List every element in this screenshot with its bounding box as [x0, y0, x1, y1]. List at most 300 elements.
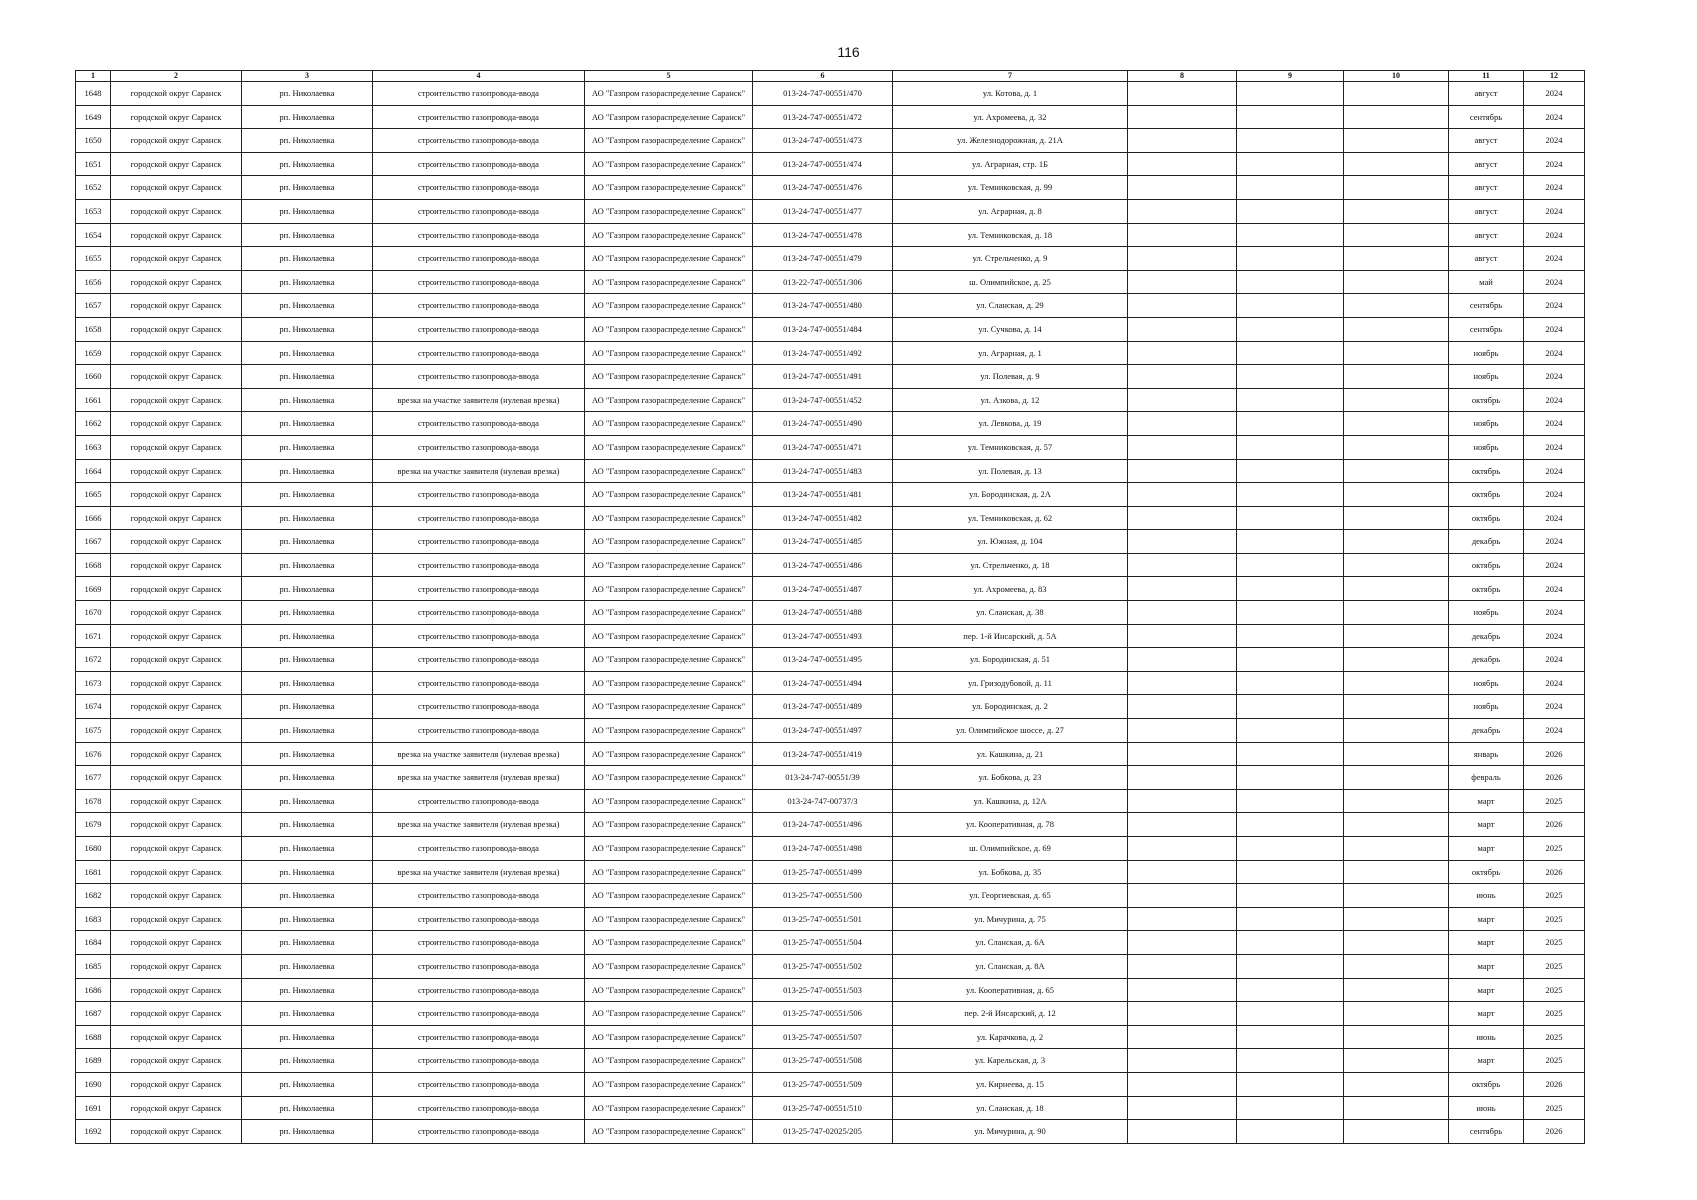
cell-year: 2025 [1524, 1096, 1585, 1120]
cell-district: городской округ Саранск [111, 813, 242, 837]
cell-contract-number: 013-25-747-00551/508 [753, 1049, 893, 1073]
cell-month: ноябрь [1449, 365, 1524, 389]
cell-work-type: строительство газопровода-ввода [373, 294, 585, 318]
cell-month: декабрь [1449, 648, 1524, 672]
cell-work-type: строительство газопровода-ввода [373, 884, 585, 908]
cell-col10 [1344, 1049, 1449, 1073]
cell-address: ул. Георгиевская, д. 65 [893, 884, 1128, 908]
cell-district: городской округ Саранск [111, 1096, 242, 1120]
cell-col8 [1128, 719, 1237, 743]
table-row [76, 789, 1585, 813]
cell-col9 [1237, 1120, 1344, 1144]
cell-contract-number: 013-24-747-00551/485 [753, 530, 893, 554]
cell-year: 2026 [1524, 742, 1585, 766]
cell-district: городской округ Саранск [111, 695, 242, 719]
cell-col9 [1237, 671, 1344, 695]
cell-year: 2025 [1524, 931, 1585, 955]
cell-col8 [1128, 1120, 1237, 1144]
cell-settlement: рп. Николаевка [242, 978, 373, 1002]
cell-organization: АО "Газпром газораспределение Саранск" [585, 742, 753, 766]
cell-address: ул. Сучкова, д. 14 [893, 317, 1128, 341]
cell-work-type: строительство газопровода-ввода [373, 435, 585, 459]
cell-work-type: строительство газопровода-ввода [373, 1096, 585, 1120]
cell-year: 2024 [1524, 270, 1585, 294]
cell-col9 [1237, 530, 1344, 554]
cell-contract-number: 013-24-747-00551/479 [753, 247, 893, 271]
table-row [76, 648, 1585, 672]
cell-col9 [1237, 483, 1344, 507]
cell-settlement: рп. Николаевка [242, 719, 373, 743]
cell-number: 1667 [76, 530, 111, 554]
cell-col8 [1128, 247, 1237, 271]
cell-settlement: рп. Николаевка [242, 695, 373, 719]
table-row [76, 884, 1585, 908]
cell-col10 [1344, 954, 1449, 978]
cell-district: городской округ Саранск [111, 742, 242, 766]
cell-col10 [1344, 766, 1449, 790]
cell-address: ул. Кашкина, д. 12А [893, 789, 1128, 813]
cell-work-type: строительство газопровода-ввода [373, 530, 585, 554]
cell-number: 1676 [76, 742, 111, 766]
cell-work-type: строительство газопровода-ввода [373, 671, 585, 695]
cell-address: ул. Темниковская, д. 18 [893, 223, 1128, 247]
cell-col8 [1128, 388, 1237, 412]
cell-col10 [1344, 105, 1449, 129]
cell-month: сентябрь [1449, 294, 1524, 318]
cell-col10 [1344, 1072, 1449, 1096]
cell-work-type: строительство газопровода-ввода [373, 270, 585, 294]
cell-district: городской округ Саранск [111, 577, 242, 601]
cell-month: декабрь [1449, 719, 1524, 743]
cell-col10 [1344, 931, 1449, 955]
cell-contract-number: 013-24-747-00551/478 [753, 223, 893, 247]
cell-settlement: рп. Николаевка [242, 813, 373, 837]
cell-col8 [1128, 742, 1237, 766]
cell-number: 1688 [76, 1025, 111, 1049]
register-body [76, 82, 1585, 1144]
cell-address: ул. Аграрная, д. 1 [893, 341, 1128, 365]
cell-col10 [1344, 176, 1449, 200]
cell-month: август [1449, 82, 1524, 106]
cell-col10 [1344, 719, 1449, 743]
cell-contract-number: 013-24-747-00551/487 [753, 577, 893, 601]
cell-col10 [1344, 884, 1449, 908]
table-row [76, 294, 1585, 318]
cell-contract-number: 013-25-747-00551/507 [753, 1025, 893, 1049]
cell-contract-number: 013-24-747-00551/493 [753, 624, 893, 648]
cell-settlement: рп. Николаевка [242, 483, 373, 507]
cell-district: городской округ Саранск [111, 1120, 242, 1144]
cell-work-type: врезка на участке заявителя (нулевая врезка) [373, 860, 585, 884]
cell-month: ноябрь [1449, 341, 1524, 365]
cell-col10 [1344, 129, 1449, 153]
cell-col10 [1344, 695, 1449, 719]
cell-address: ул. Бобкова, д. 23 [893, 766, 1128, 790]
cell-district: городской округ Саранск [111, 459, 242, 483]
cell-month: март [1449, 1002, 1524, 1026]
cell-contract-number: 013-24-747-00551/495 [753, 648, 893, 672]
cell-contract-number: 013-24-747-00551/481 [753, 483, 893, 507]
cell-col9 [1237, 199, 1344, 223]
cell-address: ул. Ахромеева, д. 32 [893, 105, 1128, 129]
cell-work-type: врезка на участке заявителя (нулевая врезка) [373, 459, 585, 483]
cell-contract-number: 013-24-747-00551/483 [753, 459, 893, 483]
cell-month: ноябрь [1449, 601, 1524, 625]
cell-contract-number: 013-25-747-00551/501 [753, 907, 893, 931]
cell-address: ул. Кооперативная, д. 78 [893, 813, 1128, 837]
cell-address: ул. Азкова, д. 12 [893, 388, 1128, 412]
cell-contract-number: 013-24-747-00551/492 [753, 341, 893, 365]
cell-contract-number: 013-24-747-00551/474 [753, 152, 893, 176]
cell-year: 2024 [1524, 412, 1585, 436]
cell-contract-number: 013-24-747-00551/490 [753, 412, 893, 436]
table-row [76, 1049, 1585, 1073]
cell-col10 [1344, 530, 1449, 554]
cell-month: август [1449, 199, 1524, 223]
cell-col10 [1344, 82, 1449, 106]
cell-work-type: строительство газопровода-ввода [373, 152, 585, 176]
cell-number: 1675 [76, 719, 111, 743]
cell-organization: АО "Газпром газораспределение Саранск" [585, 931, 753, 955]
cell-organization: АО "Газпром газораспределение Саранск" [585, 506, 753, 530]
cell-work-type: строительство газопровода-ввода [373, 105, 585, 129]
cell-col10 [1344, 199, 1449, 223]
col-header: 11 [1449, 71, 1524, 82]
cell-month: октябрь [1449, 483, 1524, 507]
cell-col9 [1237, 247, 1344, 271]
cell-col10 [1344, 978, 1449, 1002]
cell-contract-number: 013-24-747-00551/484 [753, 317, 893, 341]
cell-organization: АО "Газпром газораспределение Саранск" [585, 837, 753, 861]
cell-contract-number: 013-22-747-00551/306 [753, 270, 893, 294]
cell-month: октябрь [1449, 459, 1524, 483]
cell-address: ул. Бородинская, д. 2А [893, 483, 1128, 507]
cell-col8 [1128, 105, 1237, 129]
cell-address: ул. Бородинская, д. 2 [893, 695, 1128, 719]
cell-address: ул. Олимпийское шоссе, д. 27 [893, 719, 1128, 743]
cell-organization: АО "Газпром газораспределение Саранск" [585, 648, 753, 672]
cell-month: август [1449, 247, 1524, 271]
cell-contract-number: 013-24-747-00551/39 [753, 766, 893, 790]
cell-organization: АО "Газпром газораспределение Саранск" [585, 695, 753, 719]
cell-col9 [1237, 648, 1344, 672]
cell-col10 [1344, 270, 1449, 294]
cell-month: февраль [1449, 766, 1524, 790]
cell-month: март [1449, 907, 1524, 931]
cell-organization: АО "Газпром газораспределение Саранск" [585, 1096, 753, 1120]
cell-number: 1680 [76, 837, 111, 861]
cell-number: 1652 [76, 176, 111, 200]
cell-col8 [1128, 294, 1237, 318]
cell-settlement: рп. Николаевка [242, 671, 373, 695]
cell-work-type: строительство газопровода-ввода [373, 931, 585, 955]
cell-col8 [1128, 907, 1237, 931]
cell-year: 2026 [1524, 1072, 1585, 1096]
cell-number: 1672 [76, 648, 111, 672]
cell-organization: АО "Газпром газораспределение Саранск" [585, 82, 753, 106]
cell-settlement: рп. Николаевка [242, 907, 373, 931]
table-row [76, 860, 1585, 884]
col-header: 12 [1524, 71, 1585, 82]
cell-col8 [1128, 577, 1237, 601]
cell-month: сентябрь [1449, 1120, 1524, 1144]
table-row [76, 1096, 1585, 1120]
cell-col8 [1128, 648, 1237, 672]
cell-work-type: строительство газопровода-ввода [373, 223, 585, 247]
cell-col9 [1237, 742, 1344, 766]
cell-work-type: строительство газопровода-ввода [373, 129, 585, 153]
cell-col8 [1128, 931, 1237, 955]
cell-address: ул. Полевая, д. 9 [893, 365, 1128, 389]
cell-col10 [1344, 365, 1449, 389]
cell-address: ул. Мичурина, д. 90 [893, 1120, 1128, 1144]
cell-district: городской округ Саранск [111, 530, 242, 554]
cell-address: ул. Сланская, д. 8А [893, 954, 1128, 978]
cell-number: 1649 [76, 105, 111, 129]
cell-work-type: строительство газопровода-ввода [373, 648, 585, 672]
table-row [76, 671, 1585, 695]
cell-year: 2024 [1524, 152, 1585, 176]
cell-contract-number: 013-24-747-00551/452 [753, 388, 893, 412]
cell-col10 [1344, 553, 1449, 577]
cell-settlement: рп. Николаевка [242, 223, 373, 247]
cell-contract-number: 013-24-747-00551/497 [753, 719, 893, 743]
cell-month: июнь [1449, 884, 1524, 908]
cell-organization: АО "Газпром газораспределение Саранск" [585, 860, 753, 884]
cell-work-type: строительство газопровода-ввода [373, 412, 585, 436]
cell-number: 1650 [76, 129, 111, 153]
cell-col8 [1128, 601, 1237, 625]
cell-district: городской округ Саранск [111, 789, 242, 813]
cell-year: 2024 [1524, 719, 1585, 743]
cell-col9 [1237, 388, 1344, 412]
cell-settlement: рп. Николаевка [242, 837, 373, 861]
table-row [76, 1002, 1585, 1026]
cell-year: 2024 [1524, 435, 1585, 459]
cell-district: городской округ Саранск [111, 624, 242, 648]
cell-district: городской округ Саранск [111, 1072, 242, 1096]
cell-number: 1679 [76, 813, 111, 837]
cell-contract-number: 013-25-747-00551/504 [753, 931, 893, 955]
table-row [76, 176, 1585, 200]
col-header: 10 [1344, 71, 1449, 82]
cell-col9 [1237, 1002, 1344, 1026]
cell-address: ул. Стрельченко, д. 9 [893, 247, 1128, 271]
cell-district: городской округ Саранск [111, 907, 242, 931]
cell-settlement: рп. Николаевка [242, 530, 373, 554]
cell-number: 1664 [76, 459, 111, 483]
cell-number: 1671 [76, 624, 111, 648]
table-row [76, 766, 1585, 790]
cell-col9 [1237, 1049, 1344, 1073]
cell-organization: АО "Газпром газораспределение Саранск" [585, 223, 753, 247]
cell-work-type: врезка на участке заявителя (нулевая врезка) [373, 813, 585, 837]
cell-settlement: рп. Николаевка [242, 294, 373, 318]
cell-work-type: строительство газопровода-ввода [373, 789, 585, 813]
cell-work-type: строительство газопровода-ввода [373, 719, 585, 743]
cell-col9 [1237, 435, 1344, 459]
cell-col9 [1237, 907, 1344, 931]
cell-contract-number: 013-24-747-00551/489 [753, 695, 893, 719]
cell-district: городской округ Саранск [111, 294, 242, 318]
cell-month: ноябрь [1449, 671, 1524, 695]
table-row [76, 459, 1585, 483]
cell-year: 2025 [1524, 789, 1585, 813]
cell-district: городской округ Саранск [111, 648, 242, 672]
cell-settlement: рп. Николаевка [242, 601, 373, 625]
cell-col9 [1237, 1072, 1344, 1096]
cell-address: ул. Бобкова, д. 35 [893, 860, 1128, 884]
cell-contract-number: 013-24-747-00551/472 [753, 105, 893, 129]
col-header: 2 [111, 71, 242, 82]
cell-col9 [1237, 459, 1344, 483]
cell-settlement: рп. Николаевка [242, 105, 373, 129]
cell-number: 1663 [76, 435, 111, 459]
cell-organization: АО "Газпром газораспределение Саранск" [585, 365, 753, 389]
cell-settlement: рп. Николаевка [242, 270, 373, 294]
cell-col9 [1237, 789, 1344, 813]
cell-month: сентябрь [1449, 105, 1524, 129]
cell-organization: АО "Газпром газораспределение Саранск" [585, 978, 753, 1002]
cell-year: 2025 [1524, 1049, 1585, 1073]
cell-col8 [1128, 412, 1237, 436]
cell-number: 1665 [76, 483, 111, 507]
table-row [76, 530, 1585, 554]
cell-work-type: строительство газопровода-ввода [373, 317, 585, 341]
cell-month: октябрь [1449, 553, 1524, 577]
cell-number: 1681 [76, 860, 111, 884]
col-header: 7 [893, 71, 1128, 82]
cell-col9 [1237, 813, 1344, 837]
cell-col10 [1344, 813, 1449, 837]
cell-contract-number: 013-24-747-00737/3 [753, 789, 893, 813]
cell-col10 [1344, 317, 1449, 341]
cell-col8 [1128, 270, 1237, 294]
cell-year: 2024 [1524, 176, 1585, 200]
cell-settlement: рп. Николаевка [242, 459, 373, 483]
cell-settlement: рп. Николаевка [242, 388, 373, 412]
cell-year: 2026 [1524, 766, 1585, 790]
cell-district: городской округ Саранск [111, 884, 242, 908]
cell-year: 2024 [1524, 483, 1585, 507]
cell-address: ул. Аграрная, стр. 1Б [893, 152, 1128, 176]
cell-contract-number: 013-25-747-00551/502 [753, 954, 893, 978]
cell-settlement: рп. Николаевка [242, 766, 373, 790]
cell-col9 [1237, 978, 1344, 1002]
cell-contract-number: 013-25-747-00551/500 [753, 884, 893, 908]
cell-organization: АО "Газпром газораспределение Саранск" [585, 1049, 753, 1073]
cell-work-type: строительство газопровода-ввода [373, 1002, 585, 1026]
cell-col9 [1237, 837, 1344, 861]
cell-contract-number: 013-24-747-00551/496 [753, 813, 893, 837]
cell-district: городской округ Саранск [111, 601, 242, 625]
cell-col9 [1237, 223, 1344, 247]
cell-contract-number: 013-24-747-00551/473 [753, 129, 893, 153]
cell-month: октябрь [1449, 860, 1524, 884]
cell-contract-number: 013-24-747-00551/480 [753, 294, 893, 318]
cell-col9 [1237, 152, 1344, 176]
table-row [76, 1120, 1585, 1144]
cell-month: октябрь [1449, 506, 1524, 530]
table-row [76, 1025, 1585, 1049]
cell-district: городской округ Саранск [111, 506, 242, 530]
cell-settlement: рп. Николаевка [242, 860, 373, 884]
cell-address: ул. Железнодорожная, д. 21А [893, 129, 1128, 153]
cell-work-type: строительство газопровода-ввода [373, 954, 585, 978]
cell-organization: АО "Газпром газораспределение Саранск" [585, 884, 753, 908]
cell-year: 2024 [1524, 82, 1585, 106]
cell-organization: АО "Газпром газораспределение Саранск" [585, 671, 753, 695]
cell-district: городской округ Саранск [111, 483, 242, 507]
cell-contract-number: 013-25-747-00551/506 [753, 1002, 893, 1026]
cell-district: городской округ Саранск [111, 766, 242, 790]
cell-district: городской округ Саранск [111, 435, 242, 459]
cell-organization: АО "Газпром газораспределение Саранск" [585, 1025, 753, 1049]
cell-col8 [1128, 459, 1237, 483]
cell-organization: АО "Газпром газораспределение Саранск" [585, 247, 753, 271]
cell-organization: АО "Газпром газораспределение Саранск" [585, 317, 753, 341]
cell-number: 1687 [76, 1002, 111, 1026]
cell-organization: АО "Газпром газораспределение Саранск" [585, 152, 753, 176]
cell-number: 1662 [76, 412, 111, 436]
cell-number: 1648 [76, 82, 111, 106]
cell-col10 [1344, 907, 1449, 931]
table-row [76, 270, 1585, 294]
cell-col10 [1344, 435, 1449, 459]
cell-work-type: строительство газопровода-ввода [373, 365, 585, 389]
cell-district: городской округ Саранск [111, 247, 242, 271]
cell-month: октябрь [1449, 577, 1524, 601]
cell-col9 [1237, 82, 1344, 106]
cell-col9 [1237, 884, 1344, 908]
cell-contract-number: 013-24-747-00551/419 [753, 742, 893, 766]
cell-address: ул. Карельская, д. 3 [893, 1049, 1128, 1073]
cell-settlement: рп. Николаевка [242, 199, 373, 223]
cell-settlement: рп. Николаевка [242, 1025, 373, 1049]
cell-number: 1689 [76, 1049, 111, 1073]
cell-year: 2024 [1524, 459, 1585, 483]
table-row [76, 813, 1585, 837]
cell-organization: АО "Газпром газораспределение Саранск" [585, 176, 753, 200]
col-header: 5 [585, 71, 753, 82]
cell-district: городской округ Саранск [111, 341, 242, 365]
table-row [76, 601, 1585, 625]
cell-col9 [1237, 766, 1344, 790]
cell-address: ул. Карачкова, д. 2 [893, 1025, 1128, 1049]
cell-organization: АО "Газпром газораспределение Саранск" [585, 907, 753, 931]
cell-work-type: строительство газопровода-ввода [373, 506, 585, 530]
cell-settlement: рп. Николаевка [242, 247, 373, 271]
cell-col9 [1237, 506, 1344, 530]
cell-contract-number: 013-24-747-00551/482 [753, 506, 893, 530]
cell-work-type: строительство газопровода-ввода [373, 577, 585, 601]
cell-col8 [1128, 176, 1237, 200]
cell-settlement: рп. Николаевка [242, 1049, 373, 1073]
cell-col10 [1344, 341, 1449, 365]
cell-month: март [1449, 954, 1524, 978]
cell-address: ул. Ахромеева, д. 83 [893, 577, 1128, 601]
cell-col9 [1237, 270, 1344, 294]
cell-col8 [1128, 341, 1237, 365]
cell-organization: АО "Газпром газораспределение Саранск" [585, 129, 753, 153]
cell-district: городской округ Саранск [111, 176, 242, 200]
cell-month: декабрь [1449, 624, 1524, 648]
cell-col10 [1344, 247, 1449, 271]
table-row [76, 1072, 1585, 1096]
table-row [76, 412, 1585, 436]
cell-col9 [1237, 129, 1344, 153]
cell-col9 [1237, 719, 1344, 743]
